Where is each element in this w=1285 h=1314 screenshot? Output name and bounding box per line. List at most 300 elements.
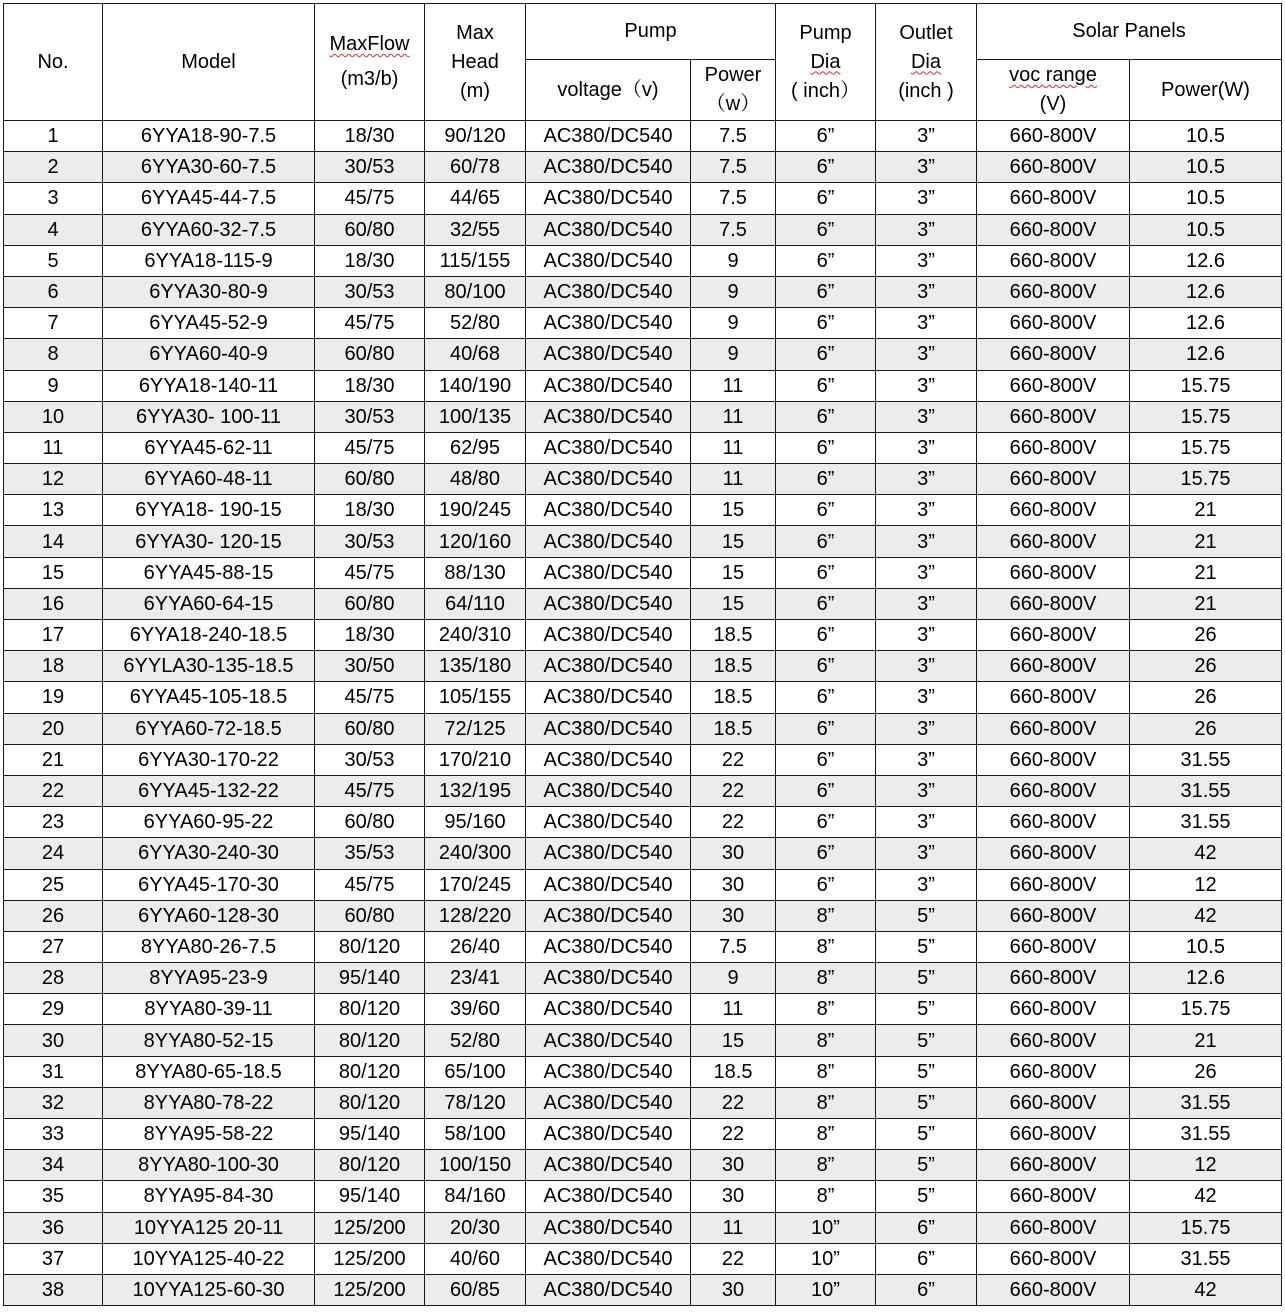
table-row [4, 1181, 1282, 1212]
cell-model: 8YYA95-58-22 [103, 1119, 315, 1150]
table-row [4, 994, 1282, 1025]
cell-voc-range: 660-800V [977, 526, 1130, 557]
table-row [4, 1056, 1282, 1087]
header-voc-range-line1: voc range [1009, 64, 1097, 86]
cell-model: 6YYA45-52-9 [103, 308, 315, 339]
cell-solar-power: 15.75 [1130, 370, 1282, 401]
cell-outlet-dia: 3” [876, 214, 977, 245]
cell-pump-dia: 6” [776, 370, 876, 401]
cell-model: 8YYA80-39-11 [103, 994, 315, 1025]
cell-no: 10 [4, 401, 103, 432]
cell-solar-power: 31.55 [1130, 1087, 1282, 1118]
cell-solar-power: 31.55 [1130, 744, 1282, 775]
cell-solar-power: 31.55 [1130, 1243, 1282, 1274]
cell-pump-dia: 10” [776, 1243, 876, 1274]
cell-pump-voltage: AC380/DC540 [526, 1274, 691, 1305]
cell-pump-dia: 6” [776, 308, 876, 339]
cell-pump-power: 30 [691, 1274, 776, 1305]
cell-max-flow: 80/120 [315, 994, 425, 1025]
cell-pump-voltage: AC380/DC540 [526, 152, 691, 183]
cell-model: 6YYA60-48-11 [103, 464, 315, 495]
cell-voc-range: 660-800V [977, 651, 1130, 682]
table-row [4, 526, 1282, 557]
cell-pump-voltage: AC380/DC540 [526, 495, 691, 526]
cell-solar-power: 31.55 [1130, 775, 1282, 806]
cell-pump-power: 22 [691, 1243, 776, 1274]
cell-max-head: 80/100 [425, 276, 526, 307]
cell-pump-voltage: AC380/DC540 [526, 931, 691, 962]
cell-voc-range: 660-800V [977, 620, 1130, 651]
cell-pump-power: 9 [691, 339, 776, 370]
cell-max-head: 40/68 [425, 339, 526, 370]
cell-model: 8YYA80-65-18.5 [103, 1056, 315, 1087]
cell-outlet-dia: 3” [876, 245, 977, 276]
cell-pump-dia: 6” [776, 152, 876, 183]
cell-pump-voltage: AC380/DC540 [526, 1025, 691, 1056]
cell-no: 3 [4, 183, 103, 214]
cell-max-head: 23/41 [425, 963, 526, 994]
cell-no: 12 [4, 464, 103, 495]
header-maxflow-title: MaxFlow [329, 33, 410, 55]
cell-pump-power: 7.5 [691, 121, 776, 152]
cell-solar-power: 15.75 [1130, 1212, 1282, 1243]
cell-max-flow: 45/75 [315, 183, 425, 214]
table-row [4, 152, 1282, 183]
cell-model: 6YYA45-132-22 [103, 775, 315, 806]
cell-solar-power: 12.6 [1130, 339, 1282, 370]
table-row [4, 245, 1282, 276]
cell-solar-power: 26 [1130, 1056, 1282, 1087]
cell-voc-range: 660-800V [977, 713, 1130, 744]
cell-max-head: 52/80 [425, 308, 526, 339]
cell-solar-power: 42 [1130, 1181, 1282, 1212]
cell-pump-dia: 8” [776, 1087, 876, 1118]
cell-max-head: 48/80 [425, 464, 526, 495]
cell-model: 6YYA60-32-7.5 [103, 214, 315, 245]
cell-outlet-dia: 3” [876, 370, 977, 401]
cell-no: 4 [4, 214, 103, 245]
cell-outlet-dia: 6” [876, 1274, 977, 1305]
cell-max-head: 40/60 [425, 1243, 526, 1274]
cell-max-flow: 125/200 [315, 1274, 425, 1305]
cell-no: 32 [4, 1087, 103, 1118]
cell-pump-power: 22 [691, 807, 776, 838]
cell-outlet-dia: 3” [876, 807, 977, 838]
cell-solar-power: 21 [1130, 1025, 1282, 1056]
cell-max-flow: 18/30 [315, 121, 425, 152]
cell-pump-voltage: AC380/DC540 [526, 807, 691, 838]
cell-voc-range: 660-800V [977, 339, 1130, 370]
cell-pump-dia: 8” [776, 1119, 876, 1150]
cell-pump-power: 9 [691, 245, 776, 276]
cell-voc-range: 660-800V [977, 900, 1130, 931]
cell-model: 6YYA60-64-15 [103, 588, 315, 619]
cell-max-flow: 60/80 [315, 339, 425, 370]
cell-max-head: 84/160 [425, 1181, 526, 1212]
cell-pump-dia: 6” [776, 464, 876, 495]
cell-no: 24 [4, 838, 103, 869]
table-row [4, 682, 1282, 713]
cell-outlet-dia: 3” [876, 869, 977, 900]
cell-pump-power: 11 [691, 432, 776, 463]
cell-no: 20 [4, 713, 103, 744]
cell-pump-voltage: AC380/DC540 [526, 1212, 691, 1243]
cell-pump-power: 11 [691, 464, 776, 495]
cell-no: 26 [4, 900, 103, 931]
cell-max-flow: 60/80 [315, 588, 425, 619]
cell-solar-power: 12.6 [1130, 308, 1282, 339]
cell-pump-power: 22 [691, 744, 776, 775]
cell-pump-voltage: AC380/DC540 [526, 401, 691, 432]
cell-max-head: 65/100 [425, 1056, 526, 1087]
cell-pump-voltage: AC380/DC540 [526, 526, 691, 557]
cell-solar-power: 15.75 [1130, 994, 1282, 1025]
cell-pump-voltage: AC380/DC540 [526, 900, 691, 931]
cell-pump-power: 18.5 [691, 1056, 776, 1087]
cell-max-head: 135/180 [425, 651, 526, 682]
cell-solar-power: 21 [1130, 588, 1282, 619]
cell-max-flow: 60/80 [315, 464, 425, 495]
cell-outlet-dia: 3” [876, 744, 977, 775]
cell-pump-dia: 8” [776, 1025, 876, 1056]
cell-outlet-dia: 3” [876, 308, 977, 339]
cell-outlet-dia: 5” [876, 994, 977, 1025]
cell-solar-power: 21 [1130, 495, 1282, 526]
cell-pump-power: 18.5 [691, 713, 776, 744]
header-maxhead [425, 4, 526, 121]
cell-no: 15 [4, 557, 103, 588]
cell-max-head: 20/30 [425, 1212, 526, 1243]
header-maxflow [315, 4, 425, 121]
cell-no: 19 [4, 682, 103, 713]
cell-pump-dia: 8” [776, 1056, 876, 1087]
cell-max-flow: 30/50 [315, 651, 425, 682]
cell-pump-dia: 6” [776, 121, 876, 152]
cell-no: 16 [4, 588, 103, 619]
cell-voc-range: 660-800V [977, 1025, 1130, 1056]
header-pump-power-line1: Power [704, 64, 762, 86]
table-row [4, 775, 1282, 806]
header-pump-power-unit: （w） [705, 93, 761, 115]
header-maxhead-line2: Head [451, 50, 499, 73]
cell-model: 6YYA45-105-18.5 [103, 682, 315, 713]
cell-solar-power: 31.55 [1130, 1119, 1282, 1150]
cell-pump-power: 11 [691, 370, 776, 401]
cell-max-flow: 30/53 [315, 526, 425, 557]
cell-pump-power: 18.5 [691, 682, 776, 713]
cell-pump-voltage: AC380/DC540 [526, 1087, 691, 1118]
header-model: Model [103, 4, 315, 121]
cell-model: 8YYA95-84-30 [103, 1181, 315, 1212]
cell-max-head: 32/55 [425, 214, 526, 245]
cell-max-flow: 60/80 [315, 214, 425, 245]
cell-max-flow: 60/80 [315, 713, 425, 744]
cell-model: 6YYA18- 190-15 [103, 495, 315, 526]
cell-outlet-dia: 3” [876, 526, 977, 557]
cell-voc-range: 660-800V [977, 682, 1130, 713]
cell-max-head: 190/245 [425, 495, 526, 526]
cell-no: 22 [4, 775, 103, 806]
table-row [4, 557, 1282, 588]
cell-pump-power: 7.5 [691, 183, 776, 214]
cell-model: 6YYA60-72-18.5 [103, 713, 315, 744]
cell-voc-range: 660-800V [977, 744, 1130, 775]
cell-solar-power: 12.6 [1130, 245, 1282, 276]
cell-pump-dia: 6” [776, 744, 876, 775]
cell-voc-range: 660-800V [977, 370, 1130, 401]
cell-pump-dia: 6” [776, 214, 876, 245]
cell-pump-voltage: AC380/DC540 [526, 775, 691, 806]
header-outlet-dia [876, 4, 977, 121]
header-voc-range-unit: (V) [1039, 93, 1067, 115]
cell-no: 1 [4, 121, 103, 152]
cell-max-head: 44/65 [425, 183, 526, 214]
cell-outlet-dia: 3” [876, 620, 977, 651]
header-solar-power: Power(W) [1130, 60, 1282, 121]
cell-voc-range: 660-800V [977, 1212, 1130, 1243]
cell-voc-range: 660-800V [977, 152, 1130, 183]
cell-model: 6YYA45-44-7.5 [103, 183, 315, 214]
cell-pump-voltage: AC380/DC540 [526, 183, 691, 214]
cell-model: 6YYA60-128-30 [103, 900, 315, 931]
cell-max-head: 100/135 [425, 401, 526, 432]
cell-max-head: 95/160 [425, 807, 526, 838]
cell-voc-range: 660-800V [977, 775, 1130, 806]
cell-solar-power: 42 [1130, 838, 1282, 869]
cell-pump-dia: 6” [776, 245, 876, 276]
cell-pump-power: 15 [691, 495, 776, 526]
table-row [4, 1119, 1282, 1150]
cell-solar-power: 12 [1130, 1150, 1282, 1181]
cell-outlet-dia: 5” [876, 1056, 977, 1087]
cell-outlet-dia: 3” [876, 276, 977, 307]
cell-max-head: 115/155 [425, 245, 526, 276]
cell-voc-range: 660-800V [977, 432, 1130, 463]
cell-voc-range: 660-800V [977, 245, 1130, 276]
cell-outlet-dia: 3” [876, 588, 977, 619]
cell-voc-range: 660-800V [977, 1181, 1130, 1212]
table-row [4, 807, 1282, 838]
cell-max-head: 88/130 [425, 557, 526, 588]
cell-voc-range: 660-800V [977, 838, 1130, 869]
cell-pump-dia: 6” [776, 339, 876, 370]
cell-max-flow: 18/30 [315, 495, 425, 526]
cell-solar-power: 10.5 [1130, 931, 1282, 962]
cell-pump-voltage: AC380/DC540 [526, 1119, 691, 1150]
cell-voc-range: 660-800V [977, 557, 1130, 588]
cell-model: 6YYA18-240-18.5 [103, 620, 315, 651]
cell-pump-voltage: AC380/DC540 [526, 588, 691, 619]
header-pump-dia-line2: Dia [810, 50, 841, 73]
cell-pump-voltage: AC380/DC540 [526, 682, 691, 713]
cell-max-flow: 125/200 [315, 1243, 425, 1274]
cell-pump-dia: 6” [776, 588, 876, 619]
header-voc-range [977, 60, 1130, 121]
cell-pump-dia: 6” [776, 869, 876, 900]
cell-model: 6YYA60-40-9 [103, 339, 315, 370]
header-outlet-dia-unit: (inch ) [898, 79, 954, 102]
cell-no: 13 [4, 495, 103, 526]
cell-no: 33 [4, 1119, 103, 1150]
cell-solar-power: 26 [1130, 651, 1282, 682]
header-pump: Pump [526, 4, 776, 60]
cell-max-flow: 30/53 [315, 744, 425, 775]
cell-outlet-dia: 6” [876, 1212, 977, 1243]
cell-max-head: 64/110 [425, 588, 526, 619]
cell-pump-power: 9 [691, 308, 776, 339]
cell-voc-range: 660-800V [977, 1243, 1130, 1274]
table-row [4, 183, 1282, 214]
cell-pump-power: 9 [691, 276, 776, 307]
cell-pump-power: 15 [691, 557, 776, 588]
cell-voc-range: 660-800V [977, 1056, 1130, 1087]
table-row [4, 401, 1282, 432]
cell-max-head: 58/100 [425, 1119, 526, 1150]
table-row [4, 620, 1282, 651]
table-row [4, 1025, 1282, 1056]
table-row [4, 121, 1282, 152]
cell-pump-dia: 10” [776, 1274, 876, 1305]
cell-no: 35 [4, 1181, 103, 1212]
cell-max-flow: 18/30 [315, 245, 425, 276]
cell-pump-power: 30 [691, 1181, 776, 1212]
cell-max-head: 120/160 [425, 526, 526, 557]
cell-solar-power: 26 [1130, 713, 1282, 744]
cell-pump-power: 22 [691, 775, 776, 806]
table-header [4, 4, 1282, 121]
cell-no: 21 [4, 744, 103, 775]
cell-voc-range: 660-800V [977, 1087, 1130, 1118]
cell-pump-power: 11 [691, 1212, 776, 1243]
cell-pump-power: 11 [691, 994, 776, 1025]
cell-voc-range: 660-800V [977, 994, 1130, 1025]
table-row [4, 214, 1282, 245]
cell-pump-voltage: AC380/DC540 [526, 1150, 691, 1181]
cell-pump-power: 30 [691, 900, 776, 931]
cell-pump-dia: 6” [776, 651, 876, 682]
cell-voc-range: 660-800V [977, 869, 1130, 900]
table-row [4, 432, 1282, 463]
cell-no: 36 [4, 1212, 103, 1243]
cell-voc-range: 660-800V [977, 807, 1130, 838]
cell-outlet-dia: 3” [876, 838, 977, 869]
cell-pump-voltage: AC380/DC540 [526, 308, 691, 339]
table-row [4, 963, 1282, 994]
cell-solar-power: 26 [1130, 682, 1282, 713]
cell-pump-dia: 6” [776, 432, 876, 463]
cell-pump-voltage: AC380/DC540 [526, 994, 691, 1025]
cell-pump-voltage: AC380/DC540 [526, 869, 691, 900]
cell-outlet-dia: 3” [876, 339, 977, 370]
cell-max-head: 140/190 [425, 370, 526, 401]
cell-pump-dia: 6” [776, 495, 876, 526]
cell-pump-voltage: AC380/DC540 [526, 651, 691, 682]
cell-pump-power: 11 [691, 401, 776, 432]
cell-pump-dia: 6” [776, 401, 876, 432]
cell-max-flow: 45/75 [315, 432, 425, 463]
cell-max-head: 128/220 [425, 900, 526, 931]
cell-max-flow: 80/120 [315, 1025, 425, 1056]
cell-voc-range: 660-800V [977, 214, 1130, 245]
cell-outlet-dia: 5” [876, 1150, 977, 1181]
cell-pump-power: 22 [691, 1087, 776, 1118]
cell-voc-range: 660-800V [977, 1119, 1130, 1150]
cell-max-flow: 18/30 [315, 370, 425, 401]
cell-max-flow: 80/120 [315, 1056, 425, 1087]
cell-pump-voltage: AC380/DC540 [526, 339, 691, 370]
cell-max-head: 170/245 [425, 869, 526, 900]
cell-max-flow: 45/75 [315, 308, 425, 339]
cell-pump-dia: 8” [776, 994, 876, 1025]
cell-pump-voltage: AC380/DC540 [526, 464, 691, 495]
cell-max-flow: 95/140 [315, 963, 425, 994]
cell-pump-dia: 8” [776, 963, 876, 994]
cell-solar-power: 15.75 [1130, 401, 1282, 432]
cell-pump-dia: 6” [776, 526, 876, 557]
cell-pump-power: 9 [691, 963, 776, 994]
cell-max-flow: 80/120 [315, 1150, 425, 1181]
table-row [4, 339, 1282, 370]
cell-max-flow: 60/80 [315, 807, 425, 838]
cell-model: 8YYA95-23-9 [103, 963, 315, 994]
cell-no: 11 [4, 432, 103, 463]
cell-voc-range: 660-800V [977, 1150, 1130, 1181]
cell-pump-dia: 6” [776, 807, 876, 838]
cell-pump-power: 7.5 [691, 214, 776, 245]
cell-pump-power: 18.5 [691, 651, 776, 682]
cell-pump-dia: 6” [776, 183, 876, 214]
cell-model: 6YYA45-62-11 [103, 432, 315, 463]
cell-pump-voltage: AC380/DC540 [526, 245, 691, 276]
cell-outlet-dia: 3” [876, 464, 977, 495]
cell-solar-power: 10.5 [1130, 152, 1282, 183]
cell-solar-power: 15.75 [1130, 464, 1282, 495]
cell-max-flow: 45/75 [315, 869, 425, 900]
cell-model: 6YYA30- 120-15 [103, 526, 315, 557]
cell-pump-dia: 6” [776, 775, 876, 806]
header-maxflow-unit: (m3/b) [340, 68, 399, 90]
cell-pump-power: 30 [691, 838, 776, 869]
cell-model: 6YYA30-170-22 [103, 744, 315, 775]
header-pump-dia-line1: Pump [799, 21, 852, 44]
cell-no: 17 [4, 620, 103, 651]
cell-voc-range: 660-800V [977, 495, 1130, 526]
header-pump-voltage: voltage（v) [526, 60, 691, 121]
cell-pump-voltage: AC380/DC540 [526, 1243, 691, 1274]
cell-max-head: 26/40 [425, 931, 526, 962]
cell-voc-range: 660-800V [977, 121, 1130, 152]
cell-pump-power: 15 [691, 588, 776, 619]
cell-max-flow: 30/53 [315, 401, 425, 432]
cell-solar-power: 12 [1130, 869, 1282, 900]
cell-model: 8YYA80-52-15 [103, 1025, 315, 1056]
cell-max-flow: 45/75 [315, 682, 425, 713]
cell-pump-power: 15 [691, 526, 776, 557]
cell-no: 37 [4, 1243, 103, 1274]
cell-voc-range: 660-800V [977, 1274, 1130, 1305]
table-row [4, 931, 1282, 962]
cell-solar-power: 21 [1130, 557, 1282, 588]
cell-pump-power: 18.5 [691, 620, 776, 651]
table-row [4, 713, 1282, 744]
cell-outlet-dia: 3” [876, 557, 977, 588]
cell-outlet-dia: 3” [876, 432, 977, 463]
cell-voc-range: 660-800V [977, 401, 1130, 432]
cell-max-head: 170/210 [425, 744, 526, 775]
cell-voc-range: 660-800V [977, 963, 1130, 994]
cell-pump-voltage: AC380/DC540 [526, 1181, 691, 1212]
cell-max-flow: 18/30 [315, 620, 425, 651]
